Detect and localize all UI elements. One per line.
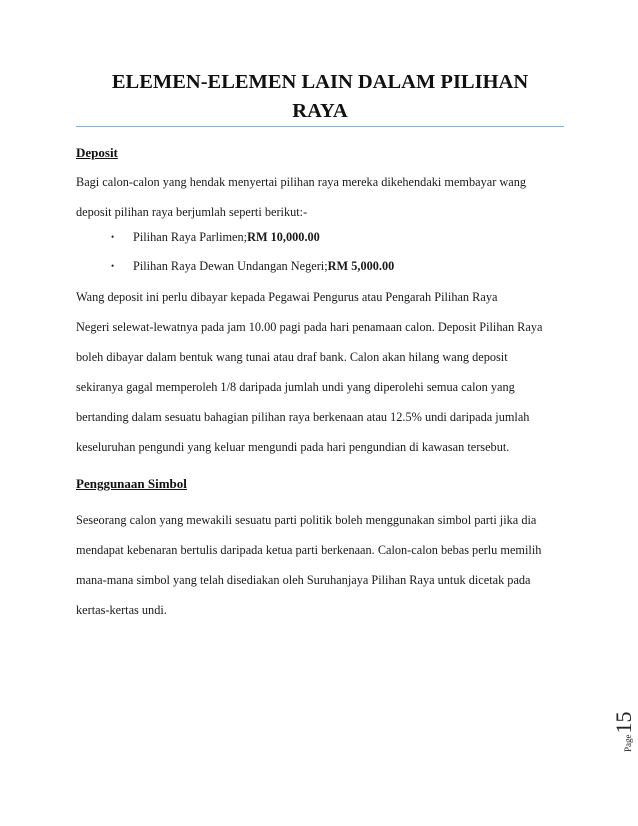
paragraph-line: mendapat kebenaran bertulis daripada ketua parti berkenaan. Calon-calon bebas perlu memilih [76,543,542,557]
paragraph-line: kertas-kertas undi. [76,603,167,617]
bullet-amount: RM 10,000.00 [247,230,320,244]
bullet-marker: • [111,232,115,242]
paragraph-line: Negeri selewat-lewatnya pada jam 10.00 pagi pada hari penamaan calon. Deposit Pilihan Raya [76,320,543,334]
title-line-2: RAYA [292,100,348,122]
deposit-intro-paragraph [76,174,566,234]
paragraph-line: deposit pilihan raya berjumlah seperti berikut:- [76,205,308,219]
bullet-label: Pilihan Raya Parlimen; [133,230,248,244]
deposit-body-paragraph [76,289,566,469]
deposit-bullet-parliament [111,229,320,245]
paragraph-line: mana-mana simbol yang telah disediakan oleh Suruhanjaya Pilihan Raya untuk dicetak pada [76,573,531,587]
title-line-1: ELEMEN-ELEMEN LAIN DALAM PILIHAN [111,71,529,93]
bullet-label: Pilihan Raya Dewan Undangan Negeri; [133,259,328,273]
paragraph-line: bertanding dalam sesuatu bahagian pilihan raya berkenaan atau 12.5% undi daripada jumlah [76,410,530,424]
paragraph-line: boleh dibayar dalam bentuk wang tunai atau draf bank. Calon akan hilang wang deposit [76,350,508,364]
deposit-bullet-state-assembly [111,258,394,274]
symbol-body-paragraph [76,512,566,632]
title-underline-rule [76,126,564,127]
bullet-marker: • [111,261,115,271]
page-number-value: 15 [611,711,636,734]
section-heading-deposit: Deposit [76,145,118,160]
paragraph-line: Seseorang calon yang mewakili sesuatu parti politik boleh menggunakan simbol parti jika dia [76,513,537,527]
bullet-amount: RM 5,000.00 [327,259,395,273]
section-heading-symbol: Penggunaan Simbol [76,476,187,491]
page-number [582,686,636,752]
paragraph-line: sekiranya gagal memperoleh 1/8 daripada jumlah undi yang diperolehi semua calon yang [76,380,515,394]
paragraph-line: Wang deposit ini perlu dibayar kepada Pegawai Pengurus atau Pengarah Pilihan Raya [76,290,498,304]
paragraph-line: Bagi calon-calon yang hendak menyertai pilihan raya mereka dikehendaki membayar wang [76,175,527,189]
paragraph-line: keseluruhan pengundi yang keluar mengundi pada hari pengundian di kawasan tersebut. [76,440,510,454]
page-label: Page [623,734,633,752]
document-title [76,68,564,126]
